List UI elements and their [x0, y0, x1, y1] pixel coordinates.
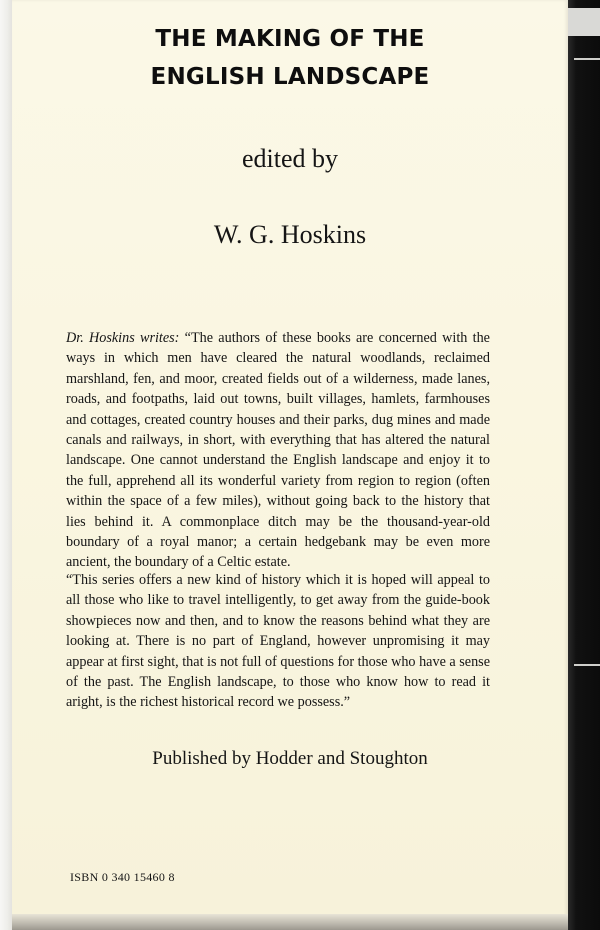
spine-top-band	[568, 8, 600, 36]
isbn-number: ISBN 0 340 15460 8	[70, 870, 175, 884]
blurb-paragraph-2: “This series offers a new kind of history which it is hoped will appeal to all those who like to travel intelligently, to get away from the guide-book showpieces now and then, and to know the reasons behind what they are looking at. There is no part of England, however unpromising it may appear at first sight, that is not full of questions for those who have a sense of the past. The English landscape, to those who know how to read it aright, is the richest historical record we possess.”	[66, 572, 490, 711]
editor-name: W. G. Hoskins	[213, 220, 367, 249]
quote-intro: Dr. Hoskins writes:	[66, 330, 180, 346]
spine-rule-lower	[574, 664, 600, 666]
publisher-line: Published by Hodder and Stoughton	[152, 748, 428, 769]
series-title-line-1: THE MAKING OF THE	[155, 26, 425, 52]
spine-rule-upper	[574, 58, 600, 60]
blurb-paragraph-1	[66, 328, 490, 573]
blurb-paragraph-1-text: “The authors of these books are concerned with the ways in which men have cleared the natural woodlands, reclaimed marshland, fen, and moor, created fields out of a wilderness, made lanes, roads, and footpaths, laid out towns, built villages, hamlets, farmhouses and cottages, created country houses and their parks, dug mines and made canals and railways, in short, with everything that has altered the natural landscape. One cannot understand the English landscape and enjoy it to the full, apprehend all its wonderful variety from region to region (often within the space of a few miles), without going back to the history that lies behind it. A commonplace ditch may be the thousand-year-old boundary of a royal manor; a certain hedgebank may be even more ancient, the boundary of a Celtic estate.	[66, 330, 490, 571]
cover-bottom-edge	[12, 914, 568, 930]
page-edge-strip	[0, 0, 12, 930]
book-spine	[568, 0, 600, 930]
series-title-line-2: ENGLISH LANDSCAPE	[150, 64, 430, 90]
edited-by-label: edited by	[241, 144, 339, 173]
series-title	[12, 20, 568, 96]
